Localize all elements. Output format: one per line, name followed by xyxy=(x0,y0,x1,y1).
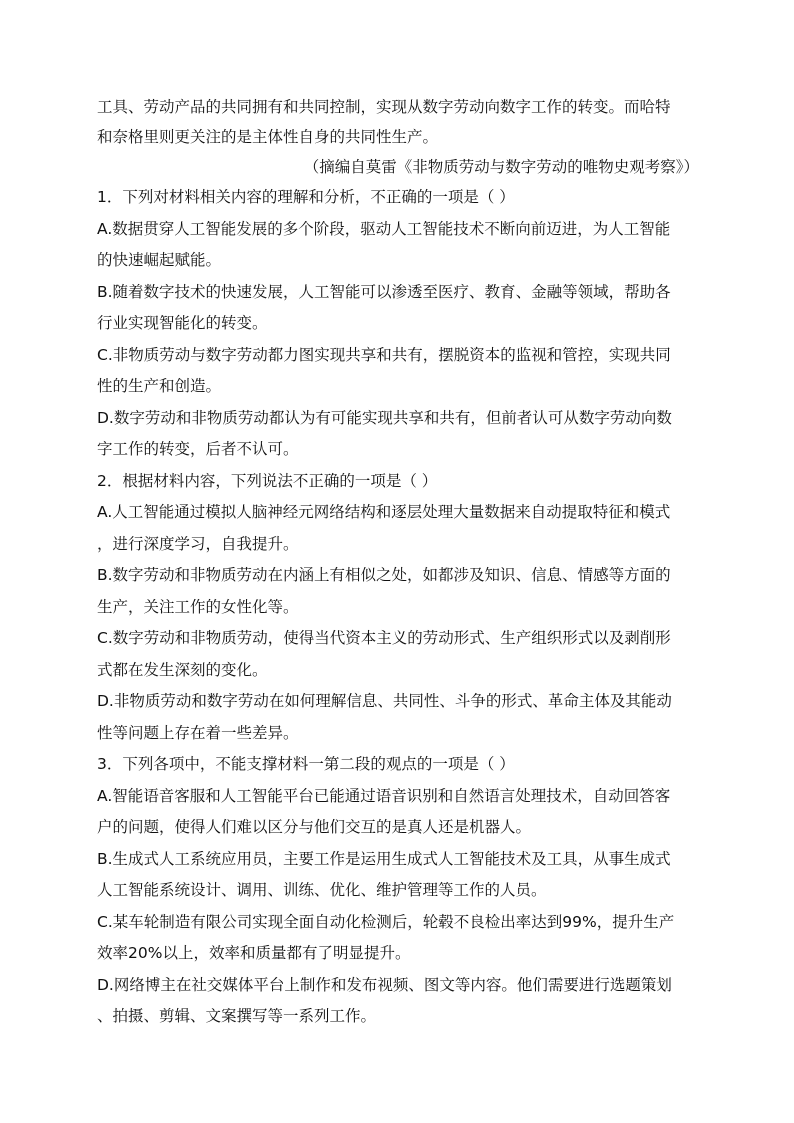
option-line: 性等问题上存在着一些差异。 xyxy=(97,723,299,742)
option-line: 、拍摄、剪辑、文案撰写等一系列工作。 xyxy=(97,1007,377,1025)
option-line: 行业实现智能化的转变。 xyxy=(97,314,268,332)
option-line: 的快速崛起赋能。 xyxy=(97,251,222,269)
option-d xyxy=(97,970,699,1033)
question-stem: 2．根据材料内容，下列说法不正确的一项是（ ） xyxy=(97,471,438,490)
option-line: C.某车轮制造有限公司实现全面自动化检测后，轮毂不良检出率达到99%，提升生产 xyxy=(97,912,675,931)
option-line: 人工智能系统设计、调用、训练、优化、维护管理等工作的人员。 xyxy=(97,881,547,899)
option-line: D.网络博主在社交媒体平台上制作和发布视频、图文等内容。他们需要进行选题策划 xyxy=(97,975,672,994)
option-line: B.随着数字技术的快速发展，人工智能可以渗透至医疗、教育、金融等领域，帮助各 xyxy=(97,282,671,301)
question-stem: 3．下列各项中，不能支撑材料一第二段的观点的一项是（ ） xyxy=(97,755,515,773)
option-b xyxy=(97,277,699,340)
option-c xyxy=(97,907,699,970)
option-line: B.数字劳动和非物质劳动在内涵上有相似之处，如都涉及知识、信息、情感等方面的 xyxy=(97,566,671,584)
option-b xyxy=(97,560,699,623)
option-line: 性的生产和创造。 xyxy=(97,377,222,395)
question-stem: 1．下列对材料相关内容的理解和分析，不正确的一项是（ ） xyxy=(97,188,515,206)
option-line: 户的问题，使得人们难以区分与他们交互的是真人还是机器人。 xyxy=(97,818,532,836)
option-c xyxy=(97,340,699,403)
option-line: D.非物质劳动和数字劳动在如何理解信息、共同性、斗争的形式、革命主体及其能动 xyxy=(97,692,672,710)
option-line: ，进行深度学习，自我提升。 xyxy=(97,534,299,553)
question-1 xyxy=(97,182,699,466)
option-line: C.数字劳动和非物质劳动，使得当代资本主义的劳动形式、生产组织形式以及剥削形 xyxy=(97,629,671,647)
passage-source: （摘编自莫雷《非物质劳动与数字劳动的唯物史观考察》） xyxy=(303,158,699,176)
option-a xyxy=(97,497,699,560)
option-line: 生产，关注工作的女性化等。 xyxy=(97,597,299,616)
option-d xyxy=(97,403,699,466)
option-line: C.非物质劳动与数字劳动都力图实现共享和共有，摆脱资本的监视和管控，实现共同 xyxy=(97,345,671,364)
option-line: D.数字劳动和非物质劳动都认为有可能实现共享和共有，但前者认可从数字劳动向数 xyxy=(97,408,672,427)
option-a xyxy=(97,214,699,277)
option-line: 效率20%以上，效率和质量都有了明显提升。 xyxy=(97,944,411,962)
passage-line: 工具、劳动产品的共同拥有和共同控制，实现从数字劳动向数字工作的转变。而哈特 xyxy=(97,98,671,116)
question-3 xyxy=(97,749,699,1033)
option-line: A.数据贯穿人工智能发展的多个阶段，驱动人工智能技术不断向前迈进，为人工智能 xyxy=(97,219,671,238)
question-2 xyxy=(97,466,699,750)
passage xyxy=(97,92,699,182)
option-a xyxy=(97,781,699,844)
passage-line: 和奈格里则更关注的是主体性自身的共同性生产。 xyxy=(97,128,439,146)
option-line: A.智能语音客服和人工智能平台已能通过语音识别和自然语言处理技术，自动回答客 xyxy=(97,786,671,805)
option-b xyxy=(97,844,699,907)
option-line: B.生成式人工系统应用员，主要工作是运用生成式人工智能技术及工具，从事生成式 xyxy=(97,849,671,868)
option-c xyxy=(97,623,699,686)
document-page xyxy=(97,92,699,1033)
option-line: 字工作的转变，后者不认可。 xyxy=(97,440,299,458)
option-line: A.人工智能通过模拟人脑神经元网络结构和逐层处理大量数据来自动提取特征和模式 xyxy=(97,503,671,521)
option-line: 式都在发生深刻的变化。 xyxy=(97,660,268,679)
option-d xyxy=(97,686,699,749)
